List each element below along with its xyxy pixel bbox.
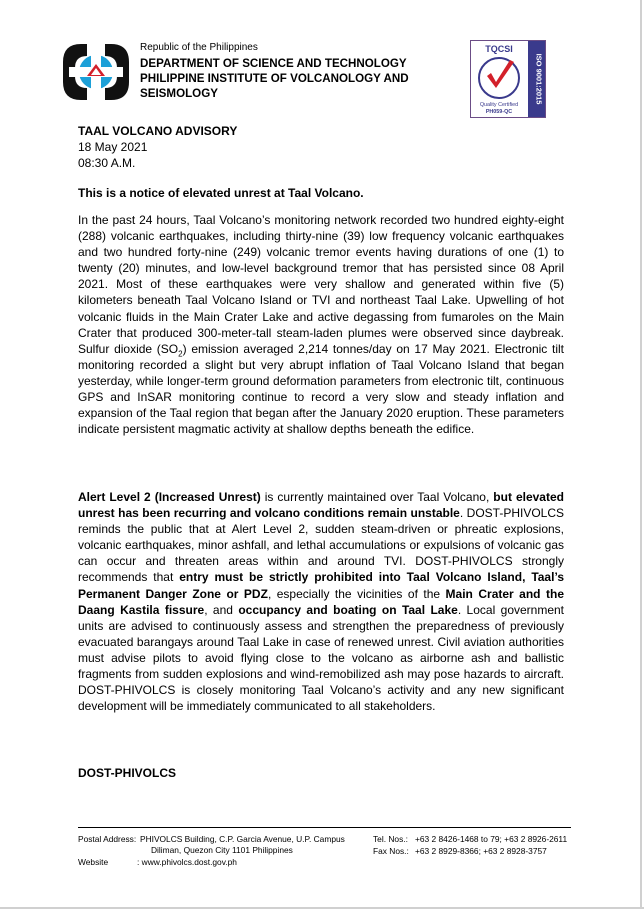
alert-level-text: Alert Level 2 (Increased Unrest) bbox=[78, 490, 261, 504]
website-link[interactable]: : www.phivolcs.dost.gov.ph bbox=[137, 857, 237, 867]
institute-name-line2: SEISMOLOGY bbox=[140, 87, 218, 100]
so2-subscript: 2 bbox=[178, 349, 183, 359]
fax-numbers: +63 2 8929-8366; +63 2 8928-3757 bbox=[415, 846, 547, 856]
tqcsi-text: TQCSI bbox=[485, 44, 513, 54]
postal-label: Postal Address: bbox=[78, 834, 137, 844]
republic-label: Republic of the Philippines bbox=[140, 42, 258, 53]
crater-fissure-text: Main Crater and the Daang Kastila fissure bbox=[78, 586, 564, 617]
unrest-notice: This is a notice of elevated unrest at Taal Volcano. bbox=[78, 186, 364, 200]
signature: DOST-PHIVOLCS bbox=[78, 766, 177, 780]
website-label: Website bbox=[78, 857, 109, 867]
monitoring-paragraph bbox=[78, 212, 564, 437]
entry-prohibition-text: entry must be strictly prohibited into Taal Volcano Island, Taal’s Permanent Danger Zone or PDZ bbox=[78, 570, 565, 601]
unrest-warning-text: but elevated unrest has been recurring and volcano conditions remain unstable bbox=[78, 490, 564, 521]
alert-text-2: . DOST-PHIVOLCS reminds the public that at Alert Level 2, sudden steam-driven or phreatic explosions, volcanic earthquakes, minor ashfall, and lethal accumulations or expulsions of volcanic gas can occur and threaten areas within and around TVI. DOST-PHIVOLCS strongly recommends that bbox=[78, 506, 565, 585]
monitoring-text-part2: ) emission averaged 2,214 tonnes/day on 17 May 2021. Electronic tilt monitoring recorded a slight but very abrupt inflation of Taal Volcano Island that began yesterday, while longer-term ground deformation parameters from electronic tilt, continuous GPS and InSAR monitoring continue to record a very slow and steady inflation and expansion of the Taal region that began after the January 2020 eruption. These parameters indicate persistent magmatic activity at shallow depths beneath the edifice. bbox=[78, 341, 564, 437]
tel-label: Tel. Nos.: bbox=[373, 834, 408, 844]
tel-numbers: +63 2 8426-1468 to 79; +63 2 8926-2611 bbox=[415, 834, 568, 844]
certificate-code-text: PH059-QC bbox=[485, 109, 513, 115]
footer-divider bbox=[78, 827, 571, 828]
dost-logo-icon bbox=[61, 42, 131, 102]
alert-text-3: , especially the vicinities of the bbox=[267, 586, 446, 601]
postal-line1: PHIVOLCS Building, C.P. Garcia Avenue, U.P. Campus bbox=[140, 834, 345, 844]
iso-standard-text: ISO 9001:2015 bbox=[534, 53, 544, 105]
quality-certified-text: Quality Certified bbox=[479, 102, 519, 108]
alert-text-1: is currently maintained over Taal Volcano, bbox=[260, 490, 494, 504]
advisory-date: 18 May 2021 bbox=[78, 140, 148, 154]
monitoring-text-part1: In the past 24 hours, Taal Volcano’s monitoring network recorded two hundred eighty-eight (288) volcanic earthquakes, including thirty-nine (39) low frequency volcanic earthquakes and two hundred forty-nine (249) volcanic tremor events having durations of one (1) to twenty (20) minutes, and low-level background tremor that has persisted since 08 April 2021. Most of these earthquakes were very shallow and generated within five (5) kilometers beneath Taal Volcano Island or TVI and northeast Taal Lake. Upwelling of hot volcanic fluids in the Main Crater Lake and active degassing from fumaroles on the Main Crater that produced 300-meter-tall steam-laden plumes were observed since daybreak. Sulfur dioxide (SO bbox=[78, 213, 564, 356]
advisory-time: 08:30 A.M. bbox=[78, 156, 136, 170]
page-edge-right bbox=[640, 0, 642, 909]
alert-text-4: , and bbox=[204, 602, 239, 617]
advisory-title: TAAL VOLCANO ADVISORY bbox=[78, 124, 238, 138]
alert-paragraph bbox=[78, 489, 564, 714]
institute-name-line1: PHILIPPINE INSTITUTE OF VOLCANOLOGY AND bbox=[140, 72, 409, 85]
agency-name bbox=[140, 56, 460, 101]
alert-text-5: . Local government units are advised to continuously assess and strengthen the preparedness of previously evacuated barangays around Taal Lake in case of renewed unrest. Civil aviation authorities must advise pilots to avoid flying close to the volcano as airborne ash and ballistic fragments from sudden explosions and wind-remobilized ash may pose hazards to aircraft. DOST-PHIVOLCS is closely monitoring Taal Volcano’s activity and any new significant development will be immediately communicated to all stakeholders. bbox=[78, 602, 565, 714]
department-name: DEPARTMENT OF SCIENCE AND TECHNOLOGY bbox=[140, 57, 407, 70]
postal-line2: Diliman, Quezon City 1101 Philippines bbox=[151, 845, 293, 855]
iso-certification-badge bbox=[470, 40, 546, 118]
fax-label: Fax Nos.: bbox=[373, 846, 409, 856]
lake-occupancy-text: occupancy and boating on Taal Lake bbox=[238, 602, 458, 617]
